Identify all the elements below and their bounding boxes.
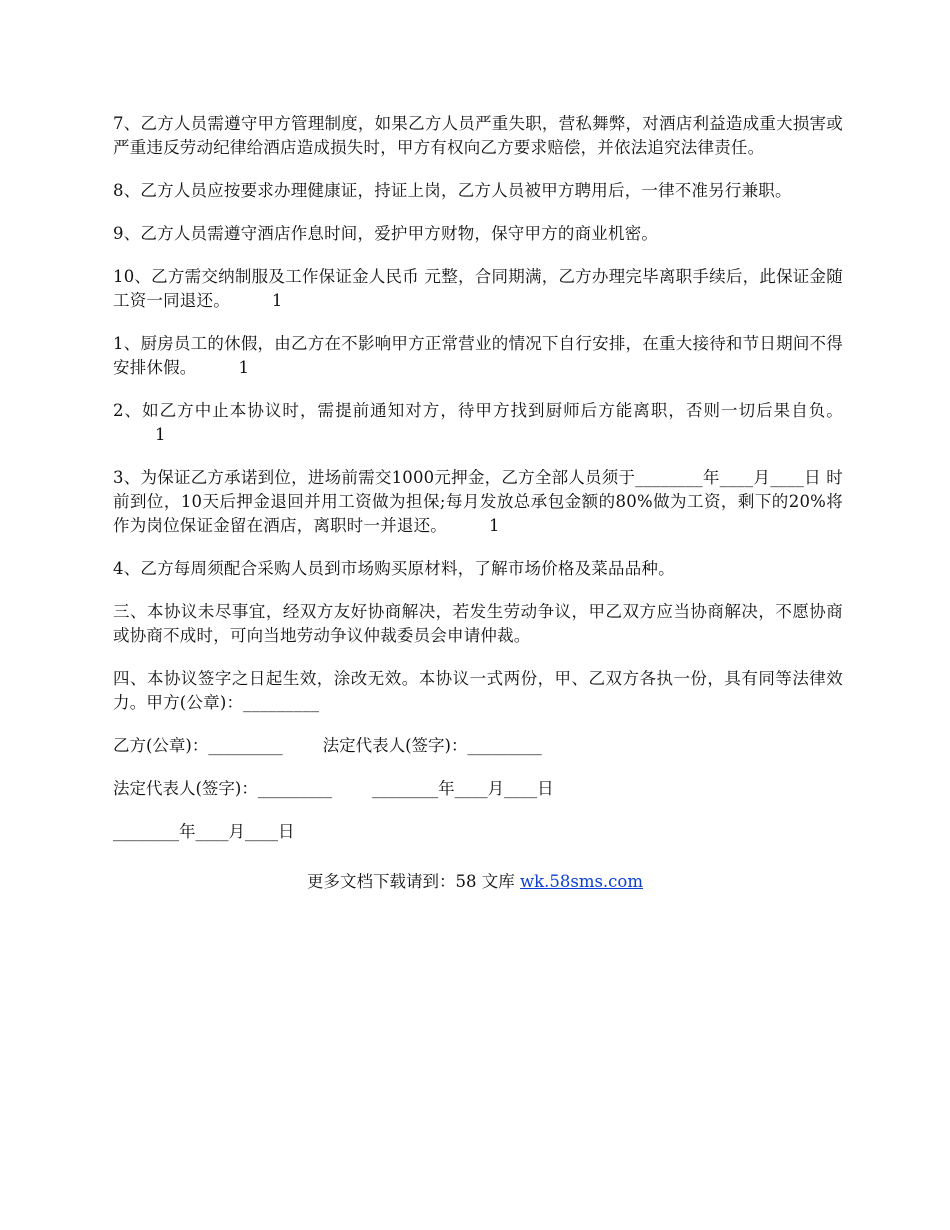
document-body — [113, 112, 843, 863]
page-mark: 1 — [489, 516, 500, 535]
section-three — [113, 600, 843, 648]
section-four — [113, 667, 843, 715]
signature-row-3 — [113, 820, 843, 844]
footer-prefix: 更多文档下载请到：58 文库 — [306, 872, 520, 891]
date-line: ________年____月____日 — [113, 822, 295, 841]
clause-text: 2、如乙方中止本协议时，需提前通知对方，待甲方找到厨师后方能离职，否则一切后果自负。 — [113, 401, 843, 420]
footer-link[interactable]: wk.58sms.com — [519, 872, 643, 891]
page-mark: 1 — [155, 425, 166, 444]
clause-text: 9、乙方人员需遵守酒店作息时间，爱护甲方财物，保守甲方的商业机密。 — [113, 224, 659, 243]
clause-9 — [113, 222, 843, 246]
clause-4 — [113, 557, 843, 581]
clause-3 — [113, 466, 843, 538]
clause-2 — [113, 399, 843, 447]
clause-text: 10、乙方需交纳制服及工作保证金人民币 元整，合同期满，乙方办理完毕离职手续后，此保证金随工资一同退还。 — [113, 267, 843, 310]
clause-10 — [113, 265, 843, 313]
section-text: 四、本协议签字之日起生效，涂改无效。本协议一式两份，甲、乙双方各执一份，具有同等法律效力。甲方(公章)：_________ — [113, 669, 843, 712]
clause-8 — [113, 179, 843, 203]
clause-text: 7、乙方人员需遵守甲方管理制度，如果乙方人员严重失职，营私舞弊，对酒店利益造成重大损害或严重违反劳动纪律给酒店造成损失时，甲方有权向乙方要求赔偿，并依法追究法律责任。 — [113, 114, 843, 157]
clause-text: 4、乙方每周须配合采购人员到市场购买原材料，了解市场价格及菜品品种。 — [113, 559, 675, 578]
section-text: 三、本协议未尽事宜，经双方友好协商解决，若发生劳动争议，甲乙双方应当协商解决，不愿协商或协商不成时，可向当地劳动争议仲裁委员会申请仲裁。 — [113, 602, 843, 645]
clause-text: 3、为保证乙方承诺到位，进场前需交1000元押金，乙方全部人员须于________年____月____日 时前到位，10天后押金退回并用工资做为担保;每月发放总承包金额的80%做为工资，剩下的20%将作为岗位保证金留在酒店，离职时一并退还。 — [113, 468, 843, 535]
page-mark: 1 — [271, 291, 283, 310]
clause-text: 8、乙方人员应按要求办理健康证，持证上岗，乙方人员被甲方聘用后，一律不准另行兼职。 — [113, 181, 792, 200]
clause-1 — [113, 332, 843, 380]
signature-row-1 — [113, 734, 843, 758]
legal-rep-signature-line: 法定代表人(签字)：_________ — [113, 779, 333, 798]
date-line: ________年____月____日 — [372, 779, 554, 798]
party-b-seal-line: 乙方(公章)：_________ — [113, 736, 283, 755]
clause-text: 1、厨房员工的休假，由乙方在不影响甲方正常营业的情况下自行安排，在重大接待和节日期间不得安排休假。 — [113, 334, 843, 377]
legal-rep-signature-line: 法定代表人(签字)：_________ — [322, 736, 542, 755]
clause-7 — [113, 112, 843, 160]
signature-row-2 — [113, 777, 843, 801]
page-mark: 1 — [238, 358, 250, 377]
download-footer — [0, 870, 950, 894]
